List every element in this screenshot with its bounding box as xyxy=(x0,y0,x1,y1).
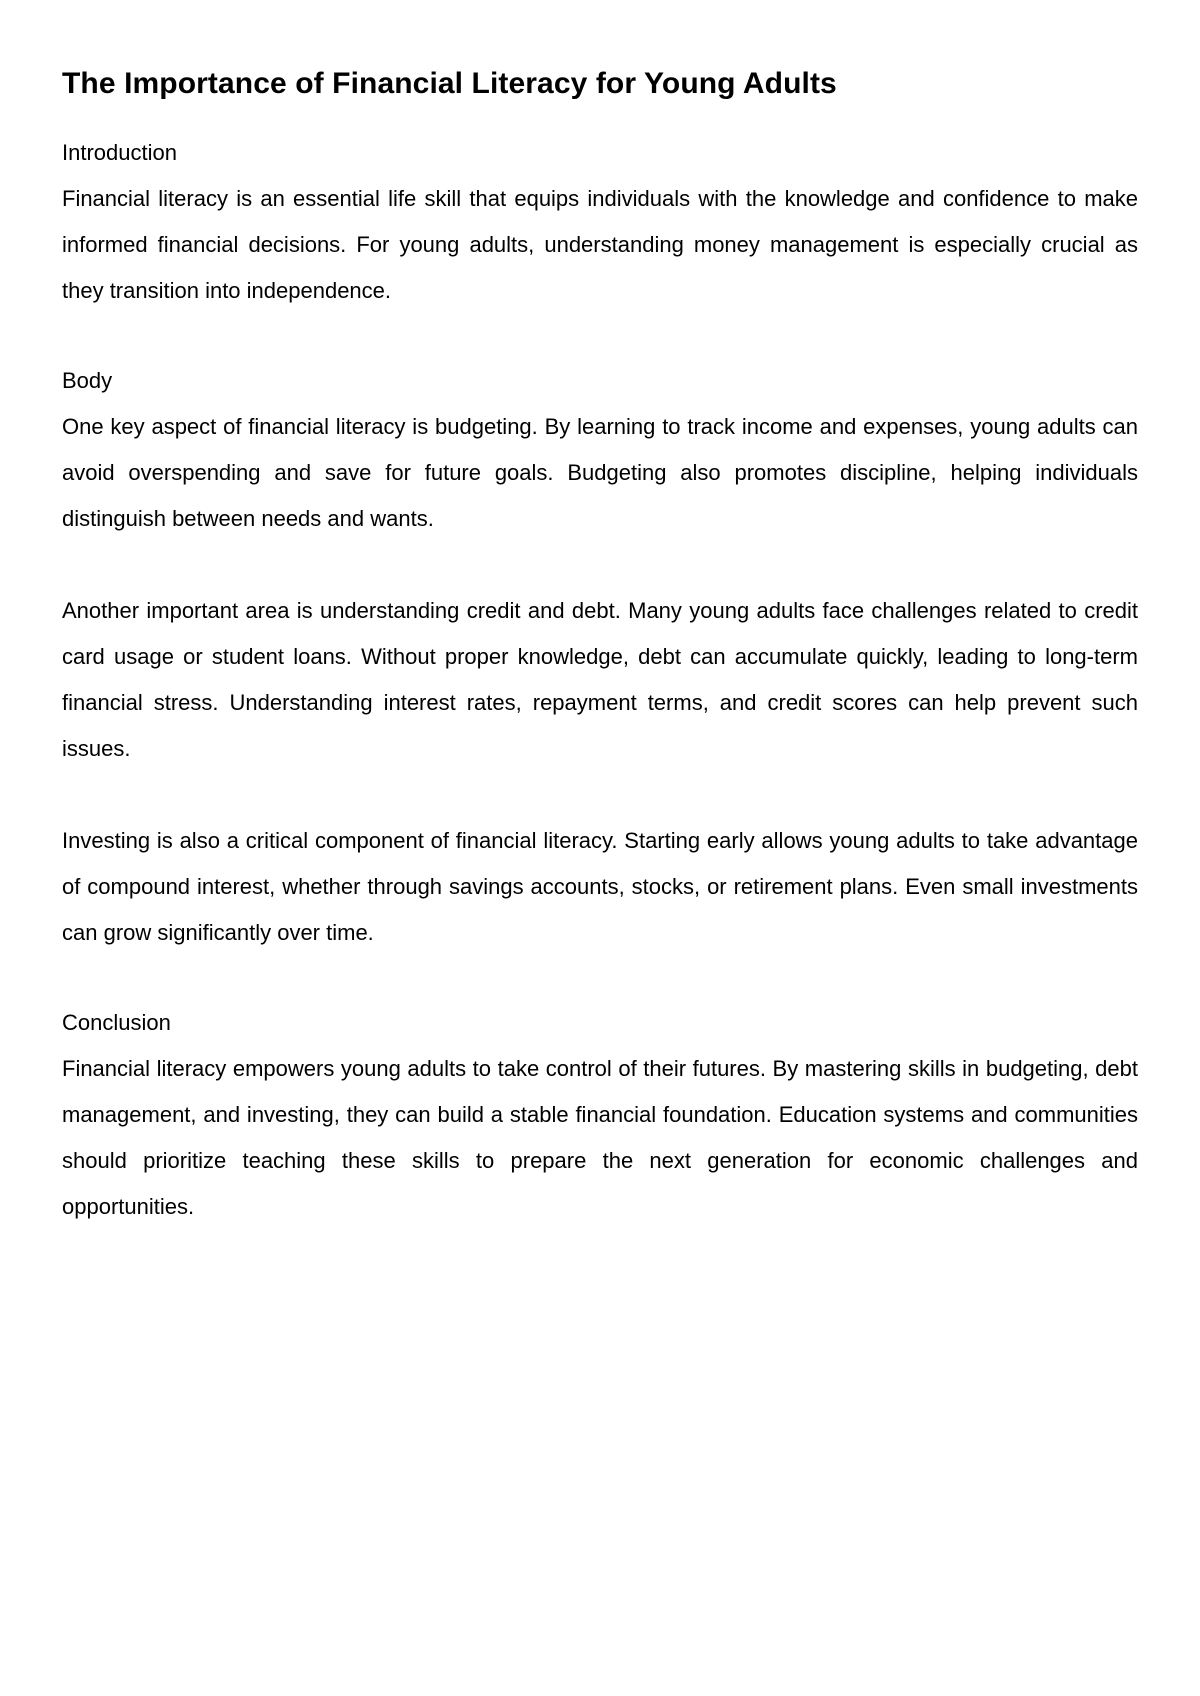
section-heading-introduction: Introduction xyxy=(62,140,177,165)
section-heading-body: Body xyxy=(62,368,113,393)
document-title: The Importance of Financial Literacy for Young Adults xyxy=(62,67,837,100)
spacer xyxy=(62,314,1138,358)
spacer xyxy=(62,106,1138,130)
body-paragraph-budgeting: One key aspect of financial literacy is budgeting. By learning to track income and expenses, young adults can avoid overspending and save for future goals. Budgeting also promotes discipline, helping individuals distinguish between needs and wants. xyxy=(62,414,1138,531)
body-paragraph-credit: Another important area is understanding credit and debt. Many young adults face challenges related to credit card usage or student loans. Without proper knowledge, debt can accumulate quickly, leading to long-term financial stress. Understanding interest rates, repayment terms, and credit scores can help prevent such issues. xyxy=(62,598,1138,761)
body-paragraph-investing: Investing is also a critical component of financial literacy. Starting early allows young adults to take advantage of compound interest, whether through savings accounts, stocks, or retirement plans. Even small investments can grow significantly over time. xyxy=(62,828,1138,945)
conclusion-paragraph: Financial literacy empowers young adults to take control of their futures. By mastering skills in budgeting, debt management, and investing, they can build a stable financial foundation. Education systems and communities should prioritize teaching these skills to prepare the next generation for economic challenges and opportunities. xyxy=(62,1056,1138,1219)
introduction-paragraph: Financial literacy is an essential life skill that equips individuals with the knowledge and confidence to make informed financial decisions. For young adults, understanding money management is especially crucial as they transition into independence. xyxy=(62,186,1138,303)
section-heading-conclusion: Conclusion xyxy=(62,1010,171,1035)
spacer xyxy=(62,772,1138,818)
spacer xyxy=(62,542,1138,588)
spacer xyxy=(62,956,1138,1000)
document-page xyxy=(62,62,1138,1230)
